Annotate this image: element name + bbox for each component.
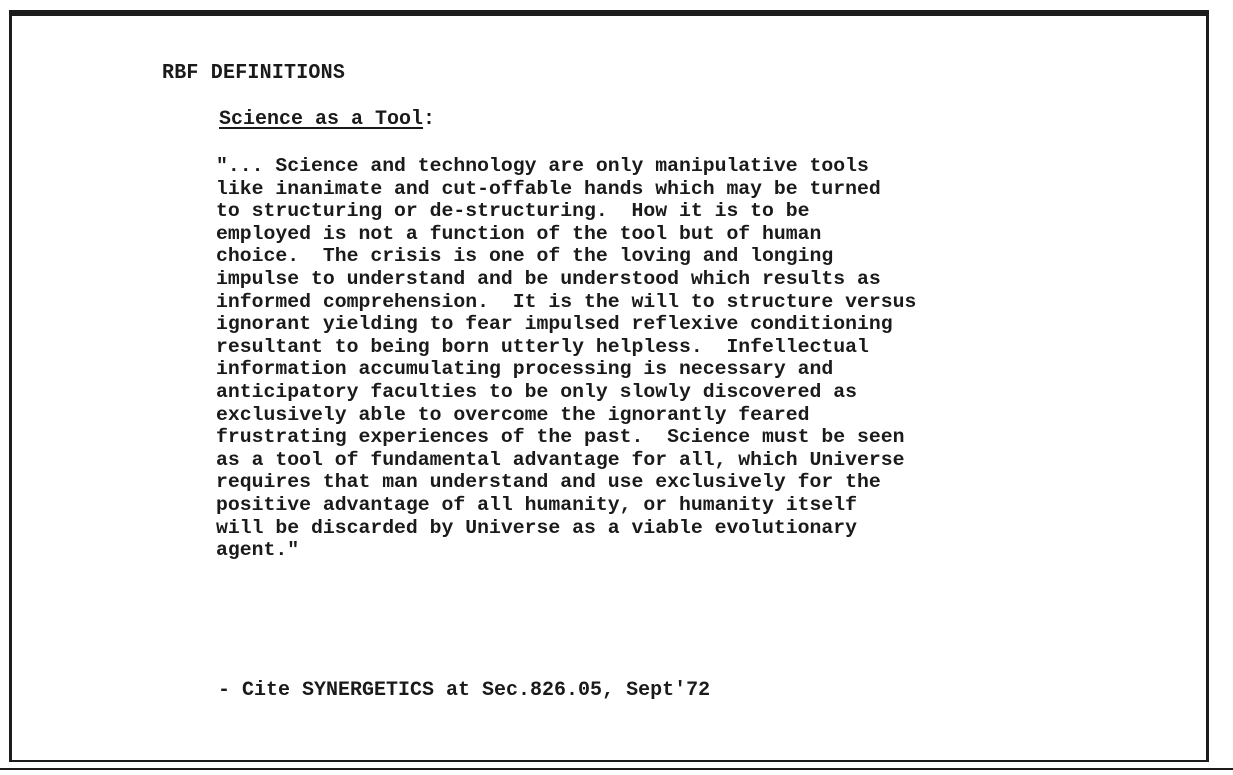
quote-line: resultant to being born utterly helpless. Infellectual xyxy=(216,335,869,358)
quote-line: choice. The crisis is one of the loving and longing xyxy=(216,245,834,268)
quote-line: informed comprehension. It is the will to structure versus xyxy=(216,290,917,313)
quote-line: frustrating experiences of the past. Science must be seen xyxy=(216,426,905,449)
quote-line: to structuring or de-structuring. How it is to be xyxy=(216,200,810,223)
document-header: RBF DEFINITIONS xyxy=(162,61,346,86)
quote-line: anticipatory faculties to be only slowly discovered as xyxy=(216,380,858,403)
bottom-edge-line xyxy=(0,768,1233,770)
quote-line: positive advantage of all humanity, or humanity itself xyxy=(216,493,858,516)
citation: - Cite SYNERGETICS at Sec.826.05, Sept'72 xyxy=(218,679,711,702)
quote-line: "... Science and technology are only manipulative tools xyxy=(216,155,869,177)
quote-line: ignorant yielding to fear impulsed reflexive conditioning xyxy=(216,313,893,336)
section-title-text: Science as a Tool xyxy=(219,108,424,131)
section-title xyxy=(219,108,435,131)
quote-line: employed is not a function of the tool but of human xyxy=(216,222,822,245)
quote-line: will be discarded by Universe as a viable evolutionary xyxy=(216,516,858,539)
quote-line: requires that man understand and use exclusively for the xyxy=(216,471,881,494)
quote-line: information accumulating processing is necessary and xyxy=(216,358,834,381)
quote-line: impulse to understand and be understood which results as xyxy=(216,267,881,290)
quote-line: exclusively able to overcome the ignorantly feared xyxy=(216,403,810,426)
quote-line: as a tool of fundamental advantage for all, which Universe xyxy=(216,448,905,471)
quote-line: agent." xyxy=(216,539,300,562)
quote-line: like inanimate and cut-offable hands which may be turned xyxy=(216,177,881,200)
section-title-colon: : xyxy=(423,108,436,131)
quote-block xyxy=(216,155,916,562)
